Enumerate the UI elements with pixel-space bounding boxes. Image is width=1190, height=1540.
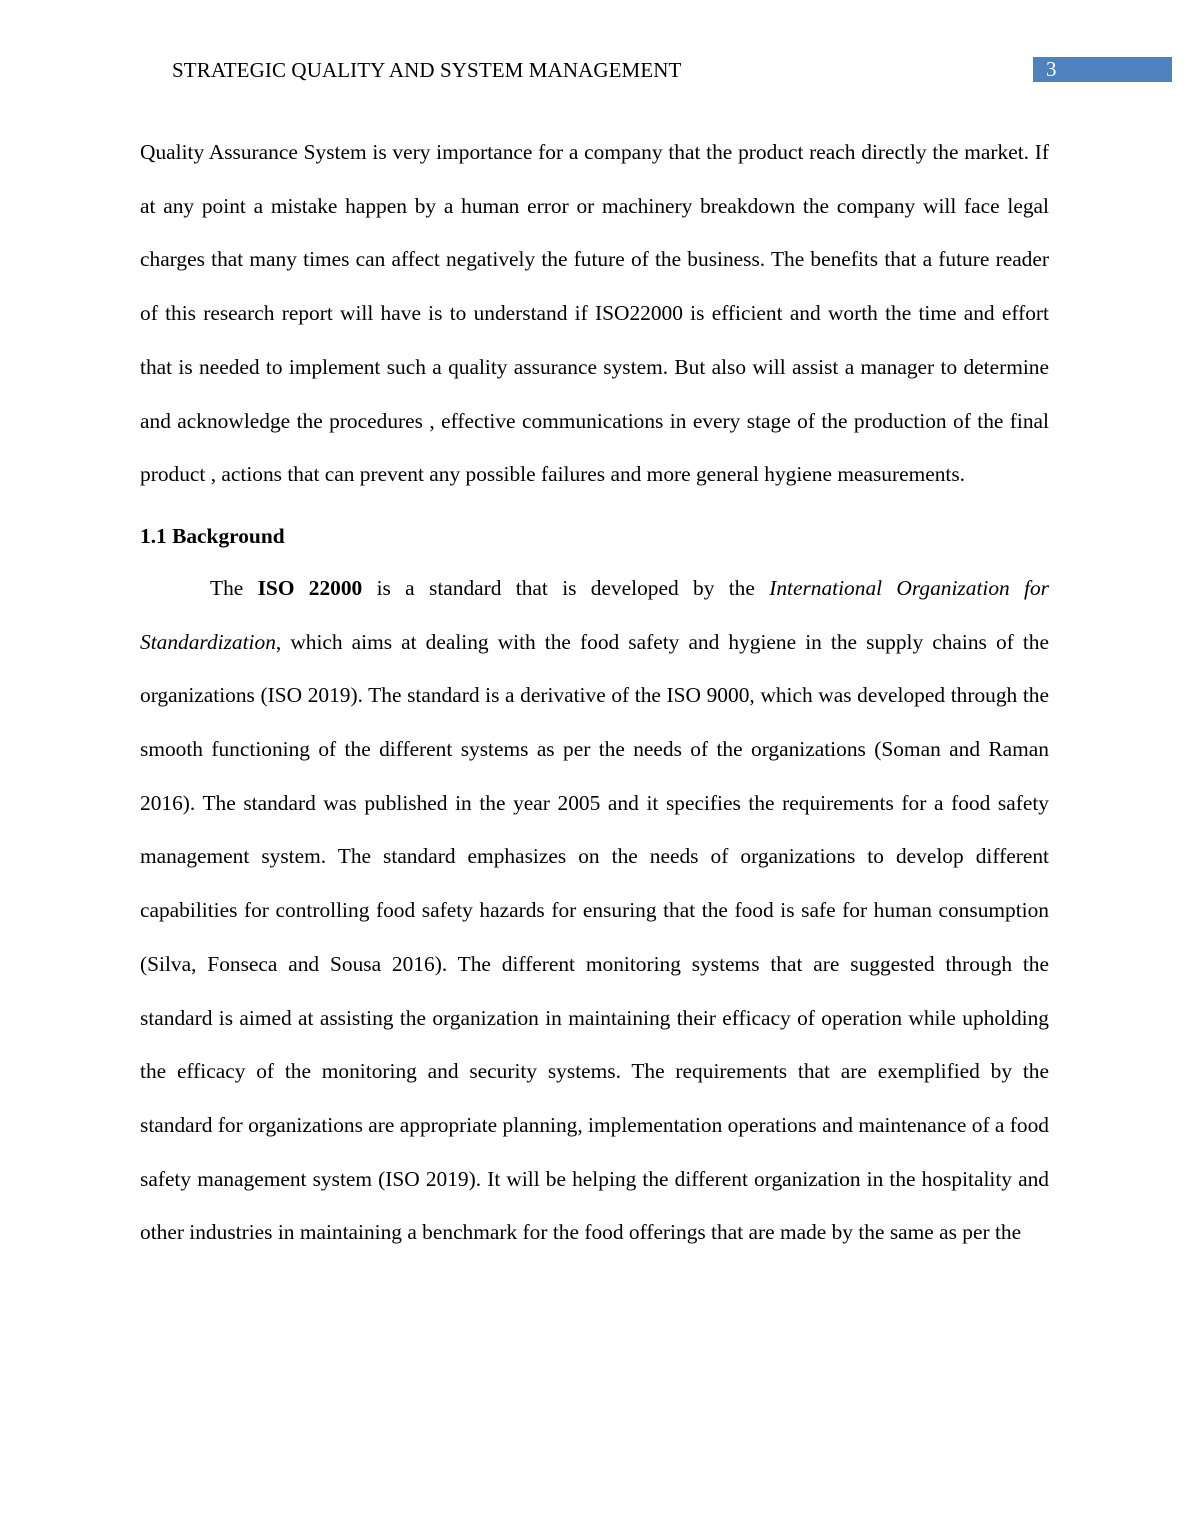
organization-name: International Organization for Standardization xyxy=(140,575,1050,654)
section-heading: 1.1 Background xyxy=(140,523,285,548)
document-body xyxy=(140,126,1049,1260)
page-number-badge xyxy=(1033,57,1172,82)
standard-name: ISO 22000 xyxy=(257,575,363,600)
background-body-text: , which aims at dealing with the food safety and hygiene in the supply chains of the organizations (ISO 2019). The standard is a derivative of the ISO 9000, which was developed through the smooth functioning of the different systems as per the needs of the organizations (Soman and Raman 2016). The standard was published in the year 2005 and it specifies the requirements for a food safety management system. The standard emphasizes on the needs of organizations to develop different capabilities for controlling food safety hazards for ensuring that the food is safe for human consumption (Silva, Fonseca and Sousa 2016). The different monitoring systems that are suggested through the standard is aimed at assisting the organization in maintaining their efficacy of operation while upholding the efficacy of the monitoring and security systems. The requirements that are exemplified by the standard for organizations are appropriate planning, implementation operations and maintenance of a food safety management system (ISO 2019). It will be helping the different organization in the hospitality and other industries in maintaining a benchmark for the food offerings that are made by the same as per the xyxy=(140,629,1049,1245)
intro-paragraph: Quality Assurance System is very importance for a company that the product reach directly the market. If at any point a mistake happen by a human error or machinery breakdown the company will face legal charges that many times can affect negatively the future of the business. The benefits that a future reader of this research report will have is to understand if ISO22000 is efficient and worth the time and effort that is needed to implement such a quality assurance system. But also will assist a manager to determine and acknowledge the procedures , effective communications in every stage of the production of the final product , actions that can prevent any possible failures and more general hygiene measurements. xyxy=(140,140,1049,487)
running-header-title: STRATEGIC QUALITY AND SYSTEM MANAGEMENT xyxy=(172,58,682,82)
standard-connector-text: is a standard that is developed by the xyxy=(362,575,770,600)
background-paragraph xyxy=(140,562,1049,1260)
lead-text: The xyxy=(210,575,258,600)
page-number: 3 xyxy=(1046,57,1057,81)
